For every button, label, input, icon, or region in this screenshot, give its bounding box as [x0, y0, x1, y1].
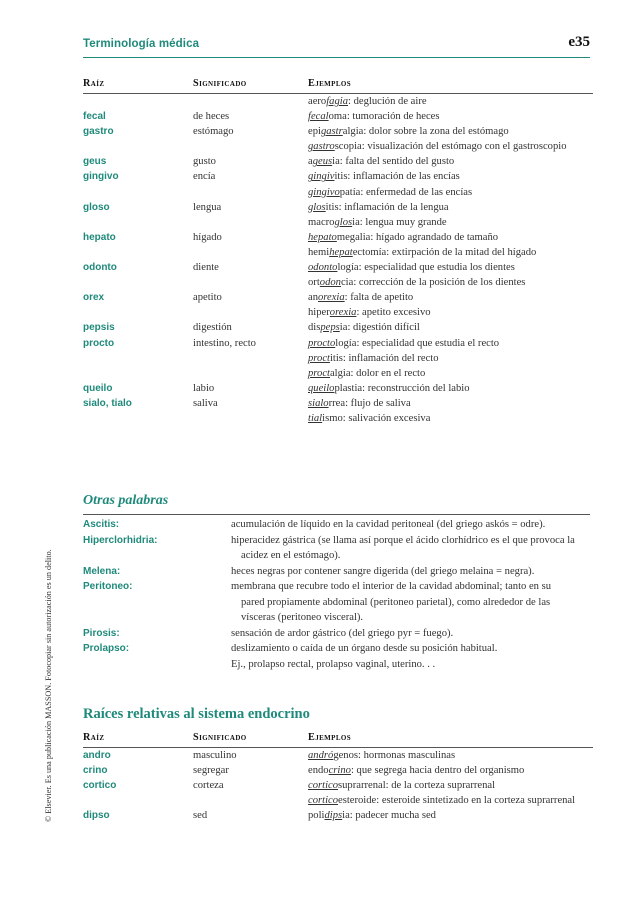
- example-prefix: macro: [308, 216, 335, 228]
- root-example: [308, 336, 593, 351]
- example-root: orexia: [329, 307, 357, 319]
- root-example: [308, 320, 593, 335]
- table-row: [83, 366, 593, 381]
- example-suffix: logía: especialidad que estudia los dientes: [337, 262, 515, 274]
- other-word-term: [83, 657, 231, 673]
- root-meaning: [193, 94, 308, 110]
- example-suffix: : que segrega hacia dentro del organismo: [350, 765, 525, 777]
- root-meaning: intestino, recto: [193, 337, 256, 349]
- example-prefix: an: [308, 292, 318, 304]
- example-root: hepato: [308, 231, 337, 243]
- list-item: [83, 626, 593, 642]
- other-word-definition-block: [231, 517, 593, 533]
- root-term: sialo, tialo: [83, 397, 132, 409]
- root-meaning: segregar: [193, 765, 229, 777]
- root-example: [308, 411, 593, 426]
- example-prefix: poli: [308, 810, 325, 822]
- example-suffix: ia: digestión difícil: [339, 322, 420, 334]
- root-term: [83, 366, 193, 381]
- root-meaning: de heces: [193, 111, 230, 123]
- example-suffix: ismo: salivación excesiva: [322, 412, 431, 424]
- example-prefix: aero: [308, 96, 327, 107]
- example-suffix: patía: enfermedad de las encías: [339, 186, 473, 198]
- root-example: [308, 808, 593, 823]
- other-word-term: Ascitis:: [83, 519, 120, 530]
- root-meaning: sed: [193, 810, 208, 822]
- example-suffix: ia: falta del sentido del gusto: [332, 156, 455, 168]
- root-meaning: saliva: [193, 397, 218, 409]
- root-term: [83, 215, 193, 230]
- root-term: [83, 275, 193, 290]
- table-row: [83, 351, 593, 366]
- table-row: [83, 260, 593, 275]
- root-meaning: [193, 351, 308, 366]
- root-meaning: estómago: [193, 126, 234, 138]
- root-example: [308, 305, 593, 320]
- example-suffix: algia: dolor sobre la zona del estómago: [342, 126, 509, 138]
- root-example: [308, 154, 593, 169]
- roots-table-body: [83, 748, 593, 824]
- root-term: andro: [83, 750, 111, 761]
- root-example: [308, 793, 593, 808]
- root-term: [83, 411, 193, 426]
- other-word-definition: heces negras por contener sangre digerida (del griego melaina = negra).: [231, 565, 535, 577]
- example-suffix: : deglución de aire: [348, 96, 427, 107]
- root-term: geus: [83, 156, 107, 168]
- root-term: [83, 185, 193, 200]
- example-prefix: endo: [308, 765, 329, 777]
- root-example: [308, 124, 593, 139]
- table-row: [83, 381, 593, 396]
- root-meaning: encía: [193, 171, 216, 183]
- example-root: gastr: [320, 126, 343, 138]
- other-word-term: Peritoneo:: [83, 581, 133, 592]
- table-row: [83, 305, 593, 320]
- example-root: peps: [320, 322, 340, 334]
- example-suffix: suprarrenal: de la corteza suprarrenal: [338, 780, 496, 792]
- other-word-definition-block: [231, 657, 593, 673]
- table-row: [83, 215, 593, 230]
- example-suffix: rrea: flujo de saliva: [328, 397, 411, 409]
- example-root: odonto: [308, 262, 338, 274]
- root-term: procto: [83, 337, 115, 349]
- other-word-definition-block: [231, 579, 593, 626]
- example-root: gastro: [308, 141, 335, 153]
- root-example: [308, 245, 593, 260]
- root-term: [83, 139, 193, 154]
- list-item: [83, 657, 593, 673]
- other-words-list: [83, 517, 593, 672]
- example-root: gingivo: [308, 186, 340, 198]
- root-term: [83, 793, 193, 808]
- table-row: [83, 336, 593, 351]
- table-row: [83, 778, 593, 793]
- root-meaning: apetito: [193, 292, 222, 304]
- root-example: [308, 290, 593, 305]
- page-number: e35: [568, 34, 590, 50]
- root-example: [308, 260, 593, 275]
- definition-continuation: pared propiamente abdominal (peritoneo parietal), como alrededor de las: [241, 596, 551, 608]
- other-word-definition: membrana que recubre todo el interior de la cavidad abdominal; tanto en su: [231, 581, 552, 592]
- root-meaning: hígado: [193, 231, 222, 243]
- list-item: [83, 579, 593, 626]
- section-rule: [83, 514, 590, 515]
- other-word-term: Melena:: [83, 565, 121, 577]
- root-example: [308, 185, 593, 200]
- root-example: [308, 381, 593, 396]
- example-root: proct: [308, 367, 330, 379]
- example-root: andró: [308, 750, 334, 761]
- root-meaning: [193, 275, 308, 290]
- example-suffix: : falta de apetito: [344, 292, 414, 304]
- example-suffix: scopia: visualización del estómago con el gastroscopio: [334, 141, 567, 153]
- root-term: pepsis: [83, 322, 115, 334]
- example-suffix: algia: dolor en el recto: [329, 367, 426, 379]
- root-term: [83, 351, 193, 366]
- example-root: crino: [328, 765, 351, 777]
- root-term: [83, 94, 193, 110]
- example-suffix: plastia: reconstrucción del labio: [334, 382, 470, 394]
- example-suffix: ectomía: extirpación de la mitad del hígado: [352, 246, 537, 258]
- column-header-meaning: Significado: [193, 732, 247, 743]
- list-item: [83, 517, 593, 533]
- root-term: hepato: [83, 231, 116, 243]
- example-root: tial: [308, 412, 323, 424]
- other-word-term: Prolapso:: [83, 643, 130, 654]
- example-root: sialo: [308, 397, 329, 409]
- running-header-title: Terminología médica: [83, 38, 200, 50]
- root-example: [308, 763, 593, 778]
- root-meaning: [193, 411, 308, 426]
- example-root: procto: [308, 337, 336, 349]
- other-word-definition: sensación de ardor gástrico (del griego pyr = fuego).: [231, 627, 454, 639]
- table-row: [83, 275, 593, 290]
- other-word-definition: acumulación de líquido en la cavidad peritoneal (del griego askós = odre).: [231, 519, 546, 530]
- list-item: [83, 564, 593, 580]
- table-row: [83, 396, 593, 411]
- example-suffix: itis: inflamación de la lengua: [325, 201, 449, 213]
- other-word-definition-block: [231, 641, 593, 657]
- copyright-side-note: © Elsevier. Es una publicación MASSON. Fotocopiar sin autorización es un delito.: [44, 549, 53, 822]
- root-meaning: lengua: [193, 201, 222, 213]
- root-meaning: [193, 185, 308, 200]
- other-word-definition: deslizamiento o caída de un órgano desde su posición habitual.: [231, 643, 498, 654]
- example-root: geus: [312, 156, 333, 168]
- root-example: [308, 200, 593, 215]
- root-example: [308, 396, 593, 411]
- example-prefix: epi: [308, 126, 321, 138]
- root-example: [308, 230, 593, 245]
- example-suffix: : apetito excesivo: [356, 307, 431, 319]
- example-root: dips: [324, 810, 343, 822]
- header-rule: [83, 57, 590, 58]
- root-example: [308, 275, 593, 290]
- root-meaning: corteza: [193, 780, 224, 792]
- other-word-term: Hiperclorhidria:: [83, 534, 158, 546]
- column-header-examples: Ejemplos: [308, 78, 352, 89]
- example-root: orexia: [318, 292, 345, 304]
- example-suffix: megalia: hígado agrandado de tamaño: [336, 231, 499, 243]
- table-row: [83, 139, 593, 154]
- example-suffix: genos: hormonas masculinas: [333, 750, 456, 761]
- root-term: gingivo: [83, 171, 119, 183]
- root-meaning: labio: [193, 382, 215, 394]
- example-suffix: itis: inflamación de las encías: [334, 171, 460, 183]
- root-term: gastro: [83, 126, 114, 138]
- example-prefix: a: [308, 156, 313, 168]
- root-term: fecal: [83, 111, 106, 123]
- example-root: proct: [308, 352, 330, 364]
- other-word-definition: Ej., prolapso rectal, prolapso vaginal, uterino. . .: [231, 658, 436, 670]
- root-meaning: masculino: [193, 750, 237, 761]
- root-term: cortico: [83, 780, 117, 792]
- example-root: glos: [334, 216, 353, 228]
- root-term: dipso: [83, 810, 110, 822]
- other-word-definition: hiperacidez gástrica (se llama así porque el ácido clorhídrico es el que provoca la: [231, 534, 575, 546]
- root-term: queilo: [83, 382, 113, 394]
- definition-continuation: vísceras (peritoneo visceral).: [241, 612, 364, 623]
- table-row: [83, 245, 593, 260]
- table-row: [83, 200, 593, 215]
- column-header-meaning: Significado: [193, 78, 247, 89]
- example-suffix: itis: inflamación del recto: [329, 352, 439, 364]
- root-example: [308, 94, 593, 110]
- column-header-root: Raíz: [83, 732, 105, 743]
- other-word-term: Pirosis:: [83, 627, 120, 639]
- root-term: [83, 305, 193, 320]
- example-suffix: cia: corrección de la posición de los dientes: [340, 277, 526, 289]
- root-term: orex: [83, 292, 105, 304]
- column-header-examples: Ejemplos: [308, 732, 352, 743]
- table-row: [83, 185, 593, 200]
- root-meaning: gusto: [193, 156, 216, 168]
- root-meaning: [193, 215, 308, 230]
- root-meaning: [193, 305, 308, 320]
- table-row: [83, 808, 593, 823]
- root-meaning: diente: [193, 262, 219, 274]
- table-row: [83, 290, 593, 305]
- example-root: cortico: [308, 795, 339, 807]
- roots-table-digestive: [83, 78, 593, 426]
- example-prefix: hiper: [308, 307, 330, 319]
- root-term: odonto: [83, 262, 117, 274]
- table-row: [83, 154, 593, 169]
- example-suffix: logía: especialidad que estudia el recto: [335, 337, 500, 349]
- example-root: gingiv: [308, 171, 335, 183]
- example-suffix: oma: tumoración de heces: [328, 111, 440, 123]
- table-row: [83, 763, 593, 778]
- column-header-root: Raíz: [83, 78, 105, 89]
- root-example: [308, 748, 593, 764]
- example-root: fagia: [326, 96, 349, 107]
- example-prefix: hemi: [308, 246, 330, 258]
- example-root: cortico: [308, 780, 339, 792]
- root-example: [308, 169, 593, 184]
- example-root: hepat: [329, 246, 353, 258]
- example-suffix: ia: lengua muy grande: [352, 216, 447, 228]
- example-suffix: esteroide: esteroide sintetizado en la corteza suprarrenal: [338, 795, 576, 807]
- example-prefix: dis: [308, 322, 321, 334]
- other-word-definition-block: [231, 626, 593, 642]
- table-row: [83, 124, 593, 139]
- roots-table-endocrine: [83, 732, 593, 823]
- root-example: [308, 778, 593, 793]
- table-row: [83, 411, 593, 426]
- root-meaning: [193, 245, 308, 260]
- root-meaning: [193, 366, 308, 381]
- root-term: crino: [83, 765, 108, 777]
- root-example: [308, 351, 593, 366]
- root-meaning: [193, 139, 308, 154]
- root-example: [308, 215, 593, 230]
- other-word-definition-block: [231, 564, 593, 580]
- table-row: [83, 94, 593, 110]
- table-row: [83, 320, 593, 335]
- table-row: [83, 748, 593, 764]
- example-root: fecal: [308, 111, 329, 123]
- roots-table-body: [83, 94, 593, 427]
- example-suffix: ia: padecer mucha sed: [342, 810, 436, 822]
- root-meaning: [193, 793, 308, 808]
- table-row: [83, 793, 593, 808]
- example-prefix: ort: [308, 277, 320, 289]
- root-example: [308, 366, 593, 381]
- definition-continuation: acidez en el estómago).: [241, 550, 341, 561]
- table-row: [83, 169, 593, 184]
- example-root: odon: [319, 277, 341, 289]
- root-term: gloso: [83, 201, 110, 213]
- root-term: [83, 245, 193, 260]
- table-row: [83, 230, 593, 245]
- list-item: [83, 641, 593, 657]
- list-item: [83, 533, 593, 564]
- root-example: [308, 109, 593, 124]
- table-row: [83, 109, 593, 124]
- section-title-endocrino: Raíces relativas al sistema endocrino: [83, 706, 310, 722]
- example-root: glos: [308, 201, 326, 213]
- root-example: [308, 139, 593, 154]
- other-word-definition-block: [231, 533, 593, 564]
- example-root: queilo: [308, 382, 335, 394]
- root-meaning: digestión: [193, 322, 232, 334]
- section-title-otras-palabras: Otras palabras: [83, 493, 169, 508]
